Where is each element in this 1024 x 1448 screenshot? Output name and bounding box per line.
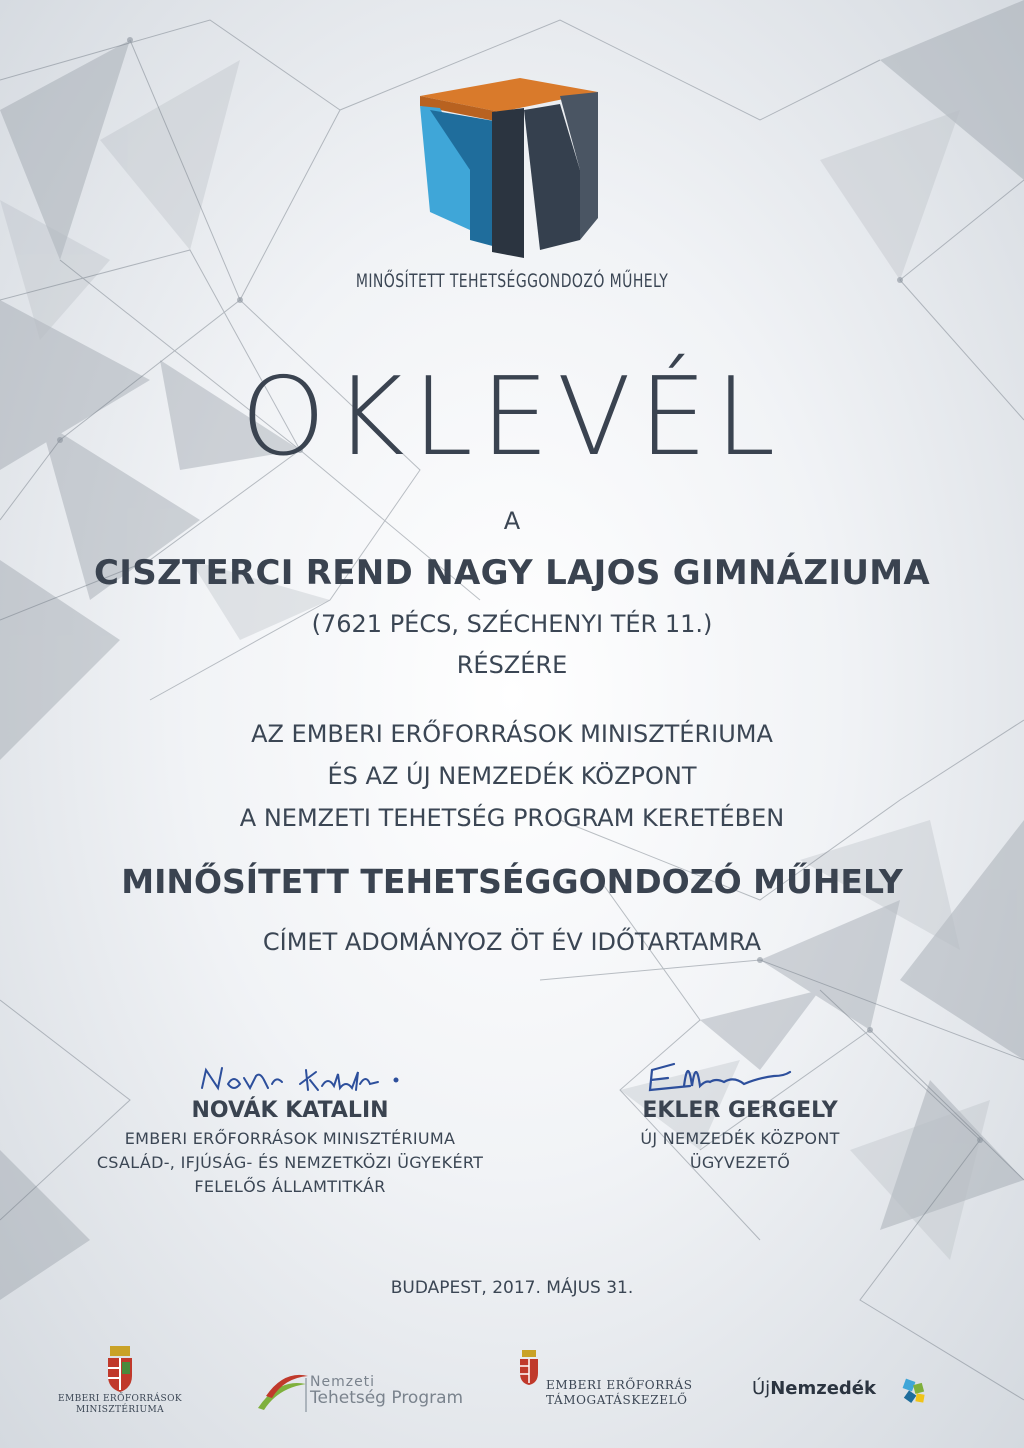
signatory-1 [60, 1098, 520, 1199]
school-name: CISZTERCI REND NAGY LAJOS GIMNÁZIUMA [94, 553, 930, 593]
body-line: ÉS AZ ÚJ NEMZEDÉK KÖZPONT [327, 762, 697, 790]
footer-logo-line: MINISZTÉRIUMA [75, 1405, 165, 1415]
footer-logo-eet [546, 1378, 706, 1408]
signatory-title-line: ÜGYVEZETŐ [689, 1153, 791, 1172]
footer-logo-line: EMBERI ERŐFORRÁS [546, 1378, 693, 1392]
place-and-date: BUDAPEST, 2017. MÁJUS 31. [390, 1278, 634, 1298]
footer-logo-line: Tehetség Program [310, 1388, 464, 1408]
body-line: A NEMZETI TEHETSÉG PROGRAM KERETÉBEN [239, 804, 785, 832]
signatory-name: NOVÁK KATALIN [191, 1098, 389, 1123]
school-address: (7621 PÉCS, SZÉCHENYI TÉR 11.) [311, 610, 713, 638]
award-title: MINŐSÍTETT TEHETSÉGGONDOZÓ MŰHELY [121, 862, 903, 901]
signatory-title-line: ÚJ NEMZEDÉK KÖZPONT [640, 1129, 840, 1148]
footer-logo-emmi [50, 1394, 190, 1416]
signatory-2 [600, 1098, 880, 1175]
logo-caption: MINŐSÍTETT TEHETSÉGGONDOZÓ MŰHELY [355, 270, 669, 292]
footer-logo-ujnemzedek [752, 1378, 912, 1399]
award-text: CÍMET ADOMÁNYOZ ÖT ÉV IDŐTARTAMRA [262, 928, 762, 956]
intro-article: A [503, 507, 521, 535]
signatory-title-line: FELELŐS ÁLLAMTITKÁR [194, 1177, 386, 1196]
signatory-title-line: CSALÁD-, IFJÚSÁG- ÉS NEMZETKÖZI ÜGYEKÉRT [96, 1153, 484, 1172]
certificate-title: OKLEVÉL [240, 355, 784, 480]
footer-logo-ntp [310, 1374, 470, 1408]
for-text: RÉSZÉRE [456, 651, 568, 679]
footer-logo-line: EMBERI ERŐFORRÁSOK [57, 1394, 183, 1404]
body-line: AZ EMBERI ERŐFORRÁSOK MINISZTÉRIUMA [251, 720, 773, 748]
footer-logo-line: Új [752, 1378, 771, 1399]
signatory-title-line: EMBERI ERŐFORRÁSOK MINISZTÉRIUMA [124, 1129, 456, 1148]
footer-logo-line: Nemzeti [310, 1374, 376, 1390]
signatory-name: EKLER GERGELY [642, 1098, 838, 1123]
footer-logo-line: Nemzedék [770, 1378, 876, 1399]
footer-logo-line: TÁMOGATÁSKEZELŐ [546, 1393, 688, 1407]
